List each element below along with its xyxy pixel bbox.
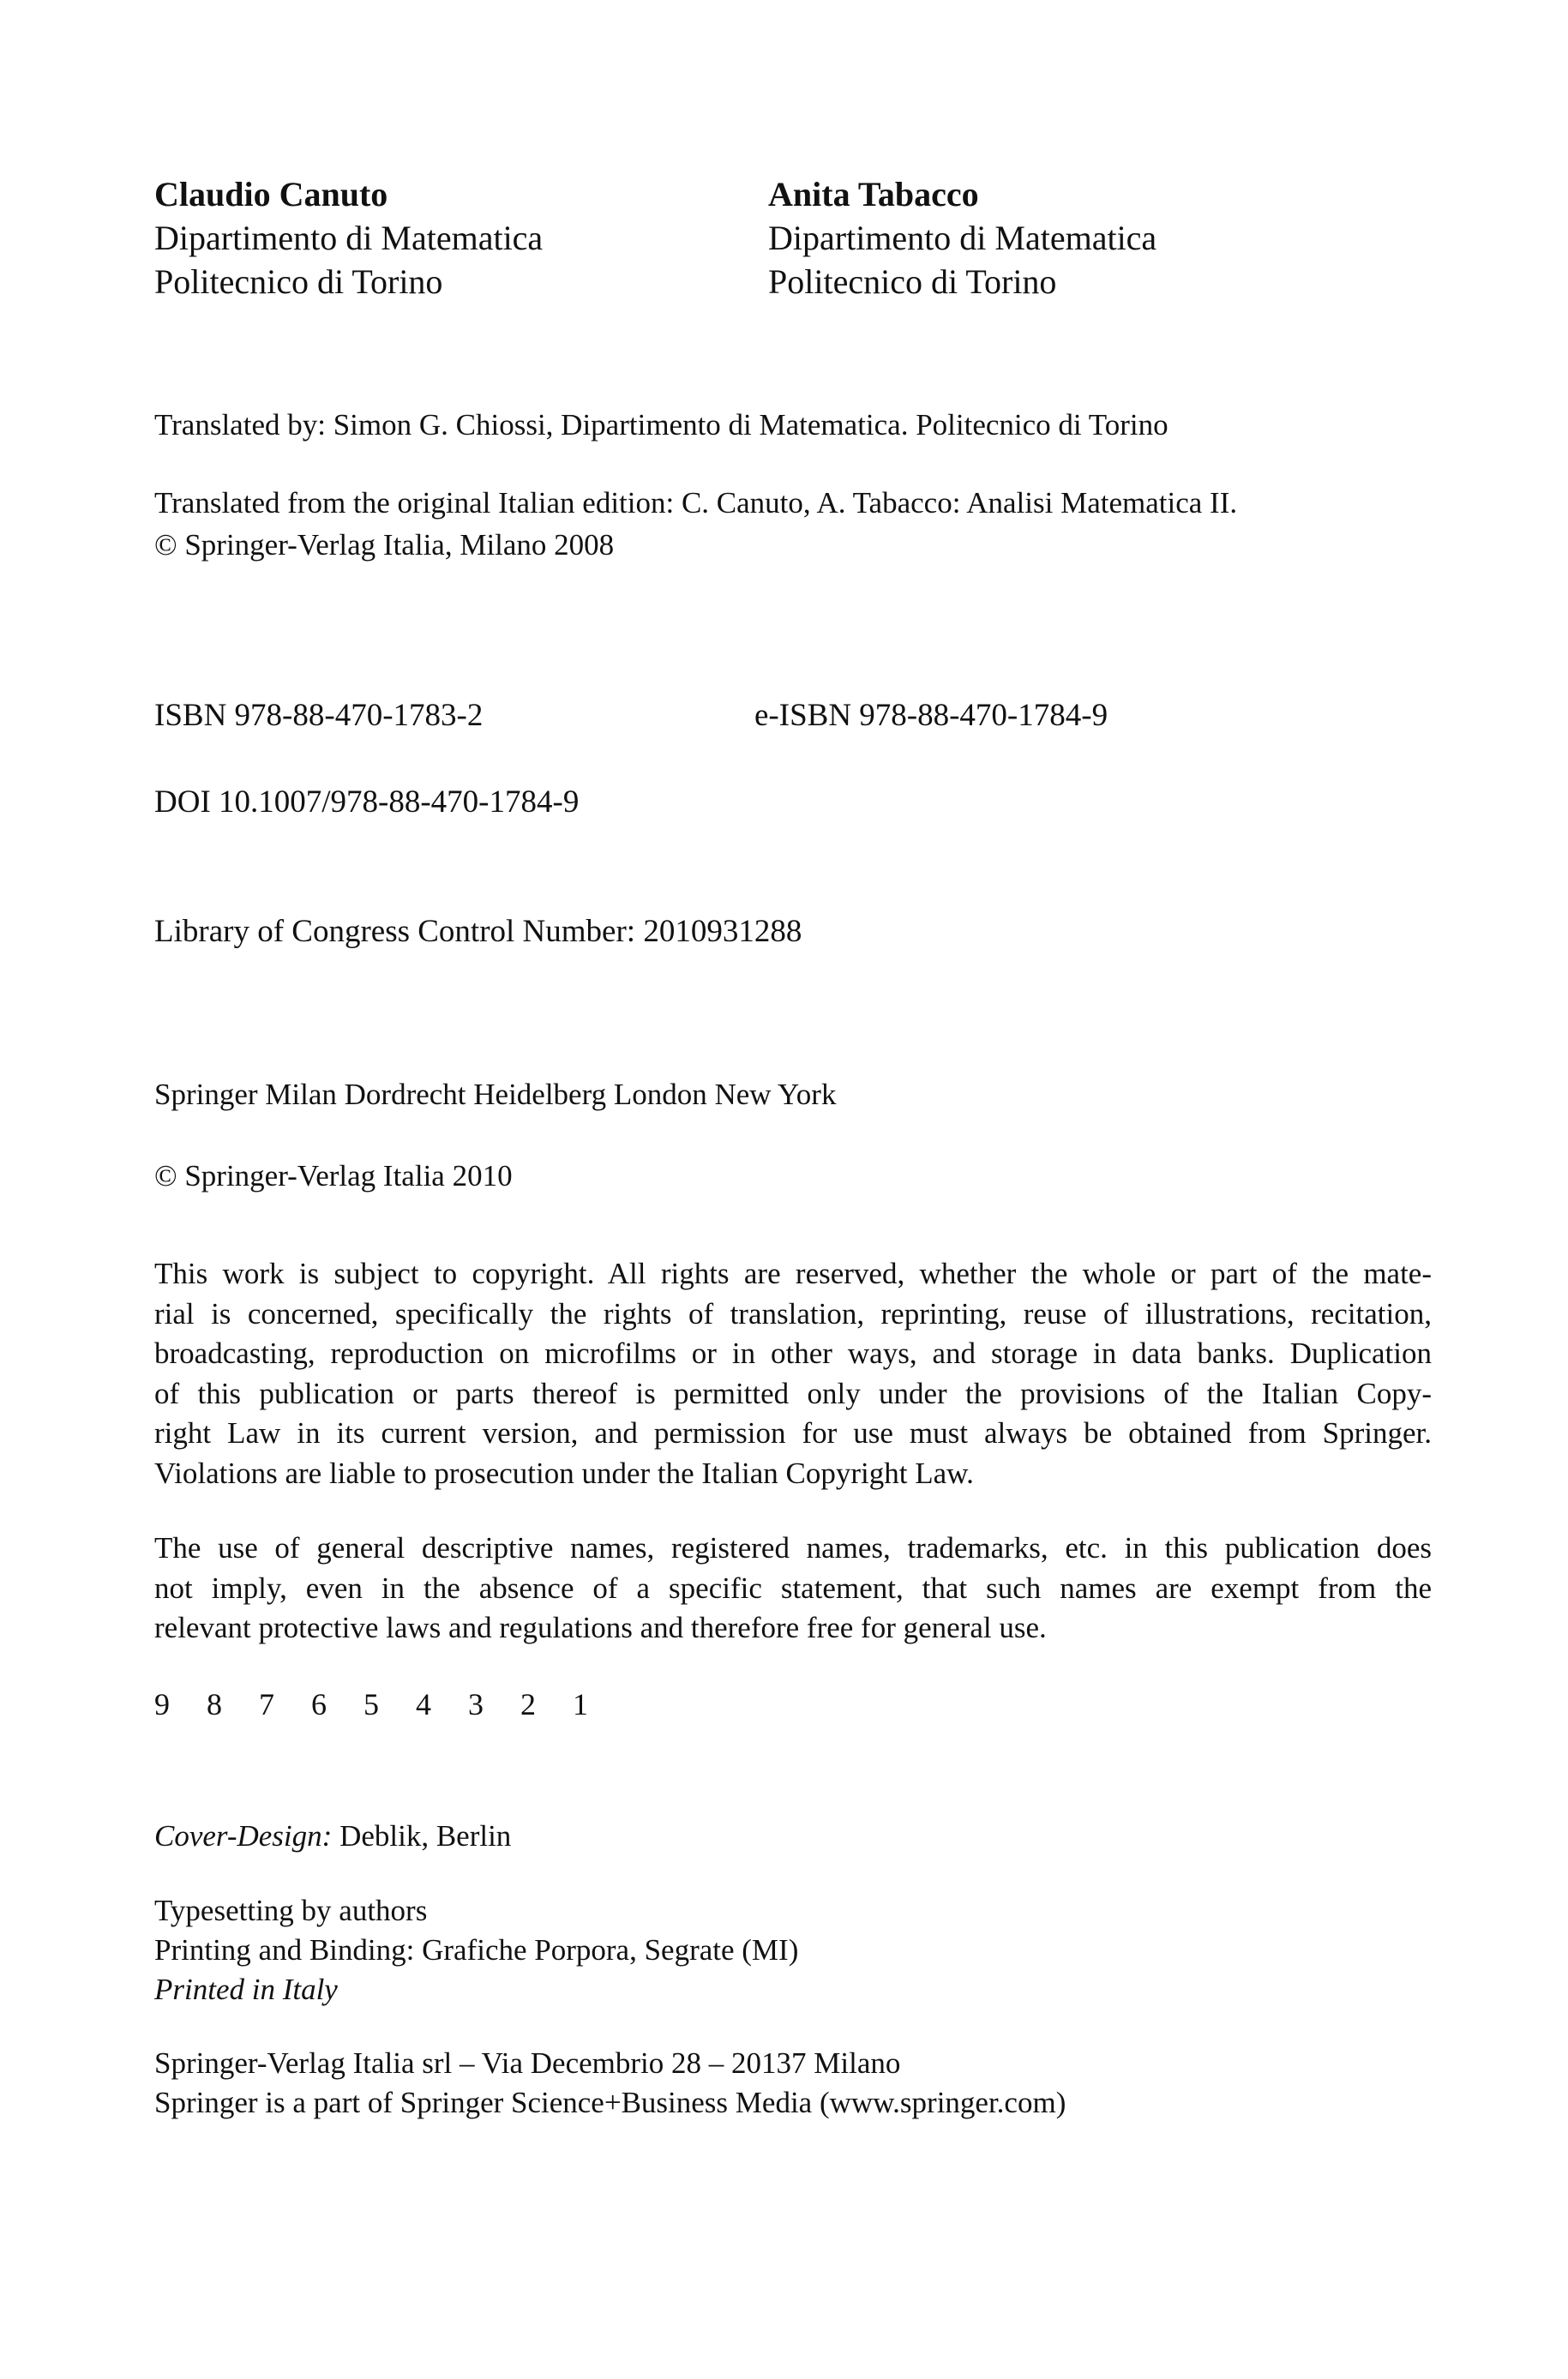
author-1-name: Claudio Canuto xyxy=(154,175,388,213)
copyright-line: © Springer-Verlag Italia 2010 xyxy=(154,1159,513,1193)
original-copyright: © Springer-Verlag Italia, Milano 2008 xyxy=(154,528,615,562)
printing-number: 3 xyxy=(468,1687,484,1721)
copyright-notice-line: right Law in its current version, and permission for use must always be obtained from Springer. xyxy=(154,1416,1432,1450)
cover-design-label: Cover-Design: xyxy=(154,1819,333,1853)
cover-design xyxy=(154,1817,511,1856)
author-2-institution: Politecnico di Torino xyxy=(768,262,1057,301)
author-1-institution: Politecnico di Torino xyxy=(154,262,443,301)
printing-binding: Printing and Binding: Grafiche Porpora, Segrate (MI) xyxy=(154,1933,799,1967)
isbn: ISBN 978-88-470-1783-2 xyxy=(154,698,484,733)
cover-design-value: Deblik, Berlin xyxy=(332,1819,512,1853)
author-2-department: Dipartimento di Matematica xyxy=(768,219,1157,257)
printing-number: 9 xyxy=(154,1687,170,1721)
trademark-notice xyxy=(154,1529,1432,1649)
typesetting: Typesetting by authors xyxy=(154,1894,428,1927)
copyright-notice-line: of this publication or parts thereof is permitted only under the provisions of the Italian Copy- xyxy=(154,1376,1432,1410)
publisher-cities: Springer Milan Dordrecht Heidelberg London New York xyxy=(154,1078,837,1111)
printing-number: 8 xyxy=(207,1687,222,1721)
publisher-address: Springer-Verlag Italia srl – Via Decembrio 28 – 20137 Milano xyxy=(154,2046,901,2080)
printing-numbers xyxy=(154,1685,625,1724)
doi: DOI 10.1007/978-88-470-1784-9 xyxy=(154,784,580,820)
copyright-notice xyxy=(154,1254,1432,1493)
copyright-notice-line: broadcasting, reproduction on microfilms or in other ways, and storage in data banks. Duplication xyxy=(154,1337,1432,1370)
printing-number: 2 xyxy=(520,1687,536,1721)
printing-number: 1 xyxy=(573,1687,588,1721)
trademark-notice-line: relevant protective laws and regulations and therefore free for general use. xyxy=(154,1611,1047,1644)
original-edition: Translated from the original Italian edition: C. Canuto, A. Tabacco: Analisi Matematica II. xyxy=(154,486,1238,520)
trademark-notice-line: not imply, even in the absence of a specific statement, that such names are exempt from the xyxy=(154,1571,1432,1605)
trademark-notice-line: The use of general descriptive names, registered names, trademarks, etc. in this publication does xyxy=(154,1531,1432,1565)
copyright-notice-line: This work is subject to copyright. All rights are reserved, whether the whole or part of the mate- xyxy=(154,1257,1432,1290)
e-isbn: e-ISBN 978-88-470-1784-9 xyxy=(754,698,1108,733)
printing-number: 5 xyxy=(363,1687,379,1721)
translated-by: Translated by: Simon G. Chiossi, Dipartimento di Matematica. Politecnico di Torino xyxy=(154,408,1168,442)
printed-in: Printed in Italy xyxy=(154,1973,338,2006)
copyright-notice-line: Violations are liable to prosecution under the Italian Copyright Law. xyxy=(154,1456,974,1490)
printing-number: 7 xyxy=(259,1687,274,1721)
lccn: Library of Congress Control Number: 2010931288 xyxy=(154,914,802,949)
publisher-group: Springer is a part of Springer Science+Business Media (www.springer.com) xyxy=(154,2086,1066,2119)
copyright-notice-line: rial is concerned, specifically the rights of translation, reprinting, reuse of illustrations, recitation, xyxy=(154,1296,1432,1331)
printing-number: 4 xyxy=(416,1687,431,1721)
printing-number: 6 xyxy=(311,1687,327,1721)
author-2-name: Anita Tabacco xyxy=(768,175,979,213)
author-1-department: Dipartimento di Matematica xyxy=(154,219,544,257)
